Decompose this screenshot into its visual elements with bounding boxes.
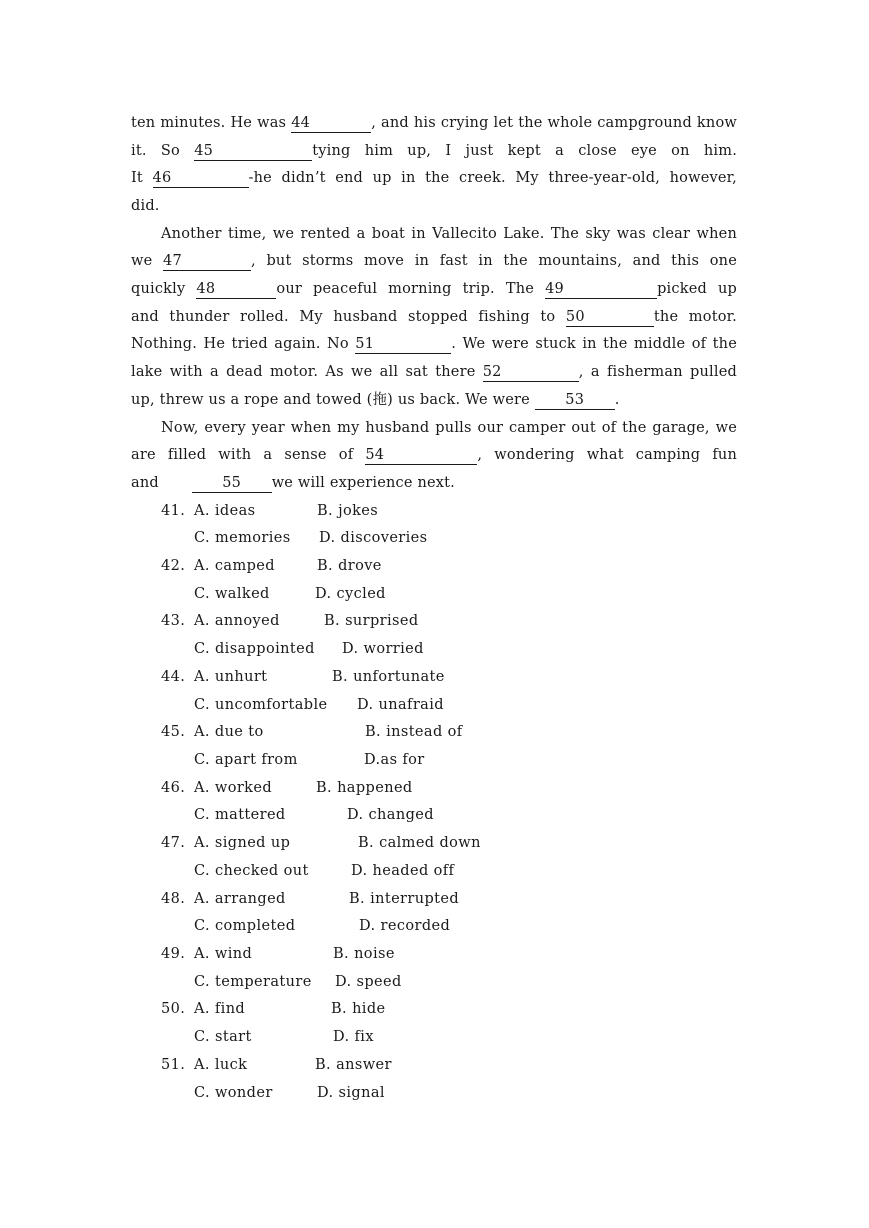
blank-53: 53 <box>535 392 615 410</box>
option-a: A. unhurt <box>194 669 268 685</box>
option-c: C. start <box>194 1029 252 1045</box>
option-d: D. recorded <box>359 918 451 934</box>
text: , a fisherman pulled <box>578 364 737 380</box>
option-c: C. temperature <box>194 974 312 990</box>
blank-51: 51 <box>355 336 451 354</box>
text: we will experience next. <box>271 475 455 491</box>
text: tying him up, I just kept a close eye on him. <box>312 143 738 159</box>
option-a: A. signed up <box>194 835 291 851</box>
option-d: D. signal <box>317 1085 385 1101</box>
option-d: D.as for <box>364 752 425 768</box>
passage-line-4 <box>131 196 737 216</box>
option-c: C. uncomfortable <box>194 697 328 713</box>
option-b: B. noise <box>333 946 395 962</box>
text: up, threw us a rope and towed (拖) us back. We were <box>131 392 535 408</box>
text: and thunder rolled. My husband stopped fishing to <box>131 309 566 325</box>
passage-line-3 <box>131 168 737 188</box>
passage-line-5 <box>161 224 737 244</box>
option-b: B. hide <box>331 1001 386 1017</box>
text: Nothing. He tried again. No <box>131 336 356 352</box>
blank-52: 52 <box>483 364 579 382</box>
text: lake with a dead motor. As we all sat there <box>131 364 483 380</box>
blank-49: 49 <box>545 281 657 299</box>
option-b: B. answer <box>315 1057 392 1073</box>
option-c: C. mattered <box>194 807 286 823</box>
option-d: D. speed <box>335 974 402 990</box>
text: , wondering what camping fun <box>477 447 737 463</box>
option-c: C. memories <box>194 530 291 546</box>
option-c: C. apart from <box>194 752 298 768</box>
blank-44: 44 <box>291 115 371 133</box>
blank-50: 50 <box>566 309 654 327</box>
option-d: D. changed <box>347 807 434 823</box>
blank-55: 55 <box>192 475 272 493</box>
option-d: D. cycled <box>315 586 386 602</box>
question-number: 42. <box>161 558 186 574</box>
option-d: D. fix <box>333 1029 374 1045</box>
option-d: D. unafraid <box>357 697 444 713</box>
blank-45: 45 <box>194 143 312 161</box>
option-a: A. find <box>194 1001 246 1017</box>
text: It <box>131 170 153 186</box>
text: are filled with a sense of <box>131 447 366 463</box>
text: ten minutes. He was <box>131 115 292 131</box>
option-a: A. arranged <box>194 891 286 907</box>
text: picked up <box>657 281 737 297</box>
text: and <box>131 475 164 491</box>
passage-line-13 <box>131 445 737 465</box>
option-c: C. disappointed <box>194 641 315 657</box>
option-d: D. discoveries <box>319 530 428 546</box>
option-b: B. interrupted <box>349 891 460 907</box>
text: quickly <box>131 281 197 297</box>
passage-line-9 <box>131 334 737 354</box>
text: the motor. <box>653 309 737 325</box>
text: Now, every year when my husband pulls our camper out of the garage, we <box>161 420 737 436</box>
text: did. <box>131 198 160 214</box>
passage-line-12 <box>161 418 737 438</box>
text: we <box>131 253 164 269</box>
text: our peaceful morning trip. The <box>276 281 546 297</box>
option-a: A. camped <box>194 558 275 574</box>
passage-line-11 <box>131 390 737 410</box>
question-number: 47. <box>161 835 186 851</box>
text: it. So <box>131 143 195 159</box>
text: Another time, we rented a boat in Vallecito Lake. The sky was clear when <box>161 226 737 242</box>
blank-54: 54 <box>365 447 477 465</box>
question-number: 45. <box>161 724 186 740</box>
blank-46: 46 <box>153 170 249 188</box>
option-c: C. walked <box>194 586 270 602</box>
passage-line-6 <box>131 251 737 271</box>
text: , and his crying let the whole campground know <box>371 115 737 131</box>
passage-line-7 <box>131 279 737 299</box>
option-b: B. drove <box>317 558 382 574</box>
question-number: 44. <box>161 669 186 685</box>
text: -he didn’t end up in the creek. My three-year-old, however, <box>248 170 737 186</box>
option-c: C. completed <box>194 918 296 934</box>
option-a: A. wind <box>194 946 253 962</box>
passage-line-8 <box>131 307 737 327</box>
question-number: 50. <box>161 1001 186 1017</box>
option-c: C. wonder <box>194 1085 273 1101</box>
option-b: B. calmed down <box>358 835 481 851</box>
question-number: 49. <box>161 946 186 962</box>
text: . <box>614 392 620 408</box>
option-d: D. headed off <box>351 863 455 879</box>
question-number: 46. <box>161 780 186 796</box>
question-number: 43. <box>161 613 186 629</box>
option-b: B. surprised <box>324 613 419 629</box>
option-a: A. annoyed <box>194 613 280 629</box>
text: . We were stuck in the middle of the <box>451 336 738 352</box>
question-number: 51. <box>161 1057 186 1073</box>
option-b: B. happened <box>316 780 413 796</box>
question-number: 48. <box>161 891 186 907</box>
option-d: D. worried <box>342 641 424 657</box>
text: , but storms move in fast in the mountains, and this one <box>251 253 738 269</box>
option-b: B. jokes <box>317 503 379 519</box>
blank-48: 48 <box>196 281 276 299</box>
option-a: A. worked <box>194 780 273 796</box>
passage-line-1 <box>131 113 737 133</box>
option-a: A. due to <box>194 724 264 740</box>
option-b: B. unfortunate <box>332 669 445 685</box>
option-b: B. instead of <box>365 724 463 740</box>
blank-47: 47 <box>163 253 251 271</box>
option-a: A. luck <box>194 1057 248 1073</box>
question-number: 41. <box>161 503 186 519</box>
passage-line-10 <box>131 362 737 382</box>
passage-line-2 <box>131 141 737 161</box>
option-a: A. ideas <box>194 503 256 519</box>
option-c: C. checked out <box>194 863 309 879</box>
passage-line-14 <box>131 473 737 493</box>
